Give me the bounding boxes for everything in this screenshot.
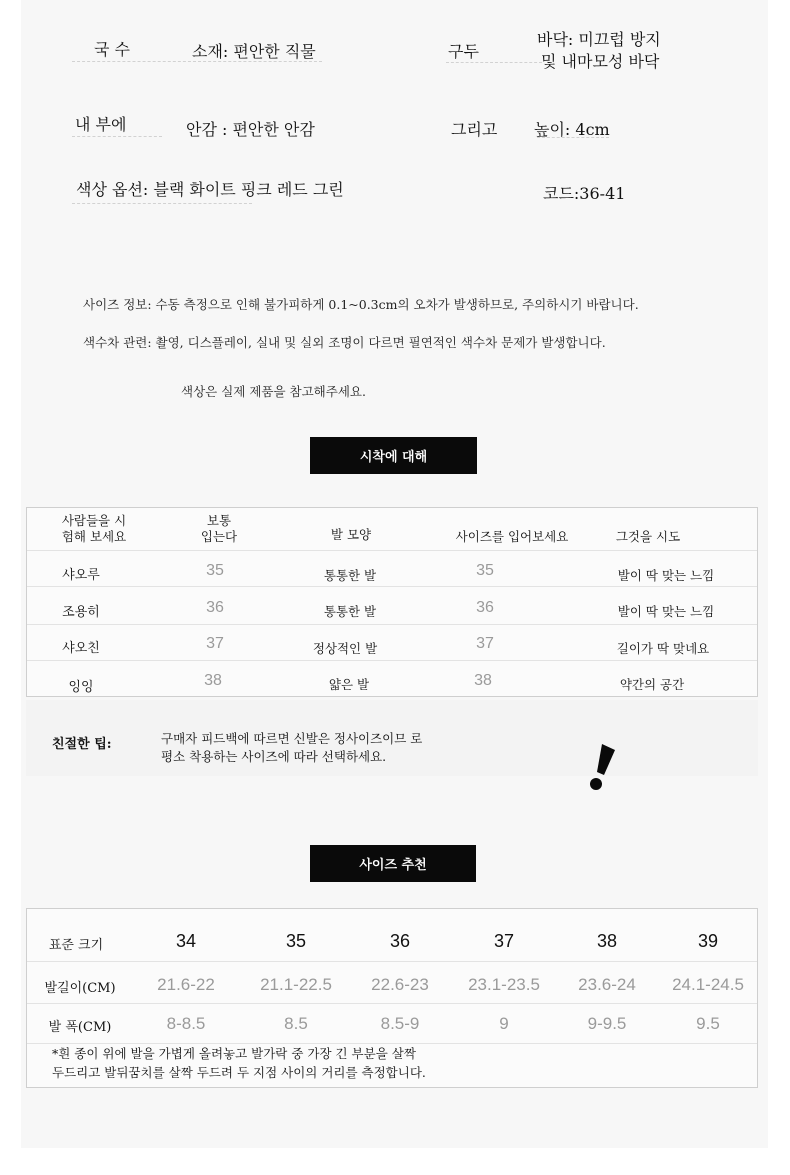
foot-shape: 얇은 발 — [328, 677, 370, 692]
tried-size: 38 — [474, 672, 492, 689]
fit-feel: 발이 딱 맞는 느낌 — [617, 568, 715, 583]
size-cell: 34 — [175, 931, 197, 951]
heel-text: 높이: 4cm — [534, 120, 610, 139]
size-cell: 35 — [285, 931, 307, 951]
length-cell: 21.1-22.5 — [260, 975, 332, 994]
tester-name: 샤오루 — [62, 568, 100, 583]
header-foot-shape: 발 모양 — [330, 527, 372, 542]
foot-shape: 통통한 발 — [323, 568, 377, 583]
header-usual-size: 보통 입는다 — [200, 513, 238, 544]
foot-length-row — [27, 961, 757, 1004]
fit-section-header: 시착에 대해 — [310, 437, 477, 474]
table-row — [27, 624, 757, 661]
tried-size: 37 — [476, 635, 494, 652]
width-cell: 9-9.5 — [587, 1014, 627, 1033]
size-code-text: 코드:36-41 — [543, 184, 626, 203]
length-cell: 21.6-22 — [157, 975, 215, 994]
usual-size: 38 — [204, 672, 222, 689]
sole-text-line1: 바닥: 미끄럽 방지 — [537, 30, 661, 49]
size-section-header: 사이즈 추천 — [310, 845, 476, 882]
color-options-text: 색상 옵션: 블랙 화이트 핑크 레드 그린 — [76, 180, 344, 199]
tip-label: 친절한 팁: — [52, 737, 112, 752]
size-cell: 38 — [596, 931, 618, 951]
table-row — [27, 660, 757, 698]
width-cell: 8.5 — [284, 1014, 308, 1033]
color-refer-note: 색상은 실제 제품을 참고해주세요. — [181, 384, 366, 399]
color-diff-note: 색수차 관련: 촬영, 디스플레이, 실내 및 실외 조명이 다르면 필연적인 색수차 문제가 발생합니다. — [83, 335, 606, 350]
fit-feel: 길이가 딱 맞네요 — [616, 641, 710, 656]
usual-size: 36 — [206, 599, 224, 616]
width-cell: 8-8.5 — [166, 1014, 206, 1033]
divider-row1-left — [72, 61, 322, 62]
tried-size: 35 — [476, 562, 494, 579]
fit-feel: 약간의 공간 — [619, 677, 685, 692]
width-cell: 9 — [499, 1014, 509, 1033]
fit-feel: 발이 딱 맞는 느낌 — [617, 604, 715, 619]
size-cell: 39 — [697, 931, 719, 951]
usual-size: 35 — [206, 562, 224, 579]
info-label-row1: 국 수 — [94, 40, 130, 59]
tester-name: 조용히 — [62, 605, 100, 620]
table-row — [27, 586, 757, 625]
foot-shape: 정상적인 발 — [312, 641, 378, 656]
foot-width-label: 발 폭(CM) — [48, 1020, 112, 1035]
header-feel: 그것을 시도 — [615, 529, 681, 544]
size-info-note: 사이즈 정보: 수동 측정으로 인해 불가피하게 0.1~0.3cm의 오차가 발생하므로, 주의하시기 바랍니다. — [83, 297, 639, 312]
lining-text: 안감 : 편안한 안감 — [186, 120, 315, 139]
tip-text: 구매자 피드백에 따르면 신발은 정사이즈이므 로 평소 착용하는 사이즈에 따라 선택하세요. — [161, 731, 423, 764]
measurement-footnote: *흰 종이 위에 발을 가볍게 올려놓고 발가락 중 가장 긴 부분을 살짝 두드리고 발뒤꿈치를 살짝 두드려 두 지점 사이의 거리를 측정합니다. — [52, 1046, 426, 1080]
foot-length-label: 발길이(CM) — [44, 981, 116, 996]
tester-name: 샤오친 — [62, 641, 100, 656]
size-cell: 36 — [389, 931, 411, 951]
usual-size: 37 — [206, 635, 224, 652]
fit-table-header — [27, 508, 757, 550]
foot-shape: 통통한 발 — [323, 604, 377, 619]
length-cell: 23.6-24 — [578, 975, 636, 994]
foot-width-row — [27, 1003, 757, 1044]
divider-row1-right — [446, 62, 542, 63]
standard-size-row — [27, 909, 757, 961]
length-cell: 22.6-23 — [371, 975, 429, 994]
sole-label: 구두 — [448, 42, 479, 61]
width-cell: 8.5-9 — [380, 1014, 420, 1033]
tester-name: 잉잉 — [68, 680, 94, 695]
divider-row3 — [72, 203, 252, 204]
fit-table — [26, 507, 758, 697]
info-label-row2: 내 부에 — [75, 115, 127, 134]
heel-label: 그리고 — [451, 120, 498, 139]
width-cell: 9.5 — [696, 1014, 720, 1033]
divider-row2-right — [537, 137, 609, 138]
length-cell: 24.1-24.5 — [672, 975, 744, 994]
size-cell: 37 — [493, 931, 515, 951]
length-cell: 23.1-23.5 — [468, 975, 540, 994]
exclamation-icon — [586, 742, 626, 794]
material-text: 소재: 편안한 직물 — [192, 42, 316, 61]
standard-size-label: 표준 크기 — [48, 938, 104, 953]
table-row — [27, 550, 757, 587]
header-tester: 사람들을 시 험해 보세요 — [61, 513, 127, 544]
divider-row2-left — [72, 136, 162, 137]
tried-size: 36 — [476, 599, 494, 616]
header-tried-size: 사이즈를 입어보세요 — [455, 529, 569, 544]
sole-text-line2: 및 내마모성 바닥 — [541, 52, 660, 71]
